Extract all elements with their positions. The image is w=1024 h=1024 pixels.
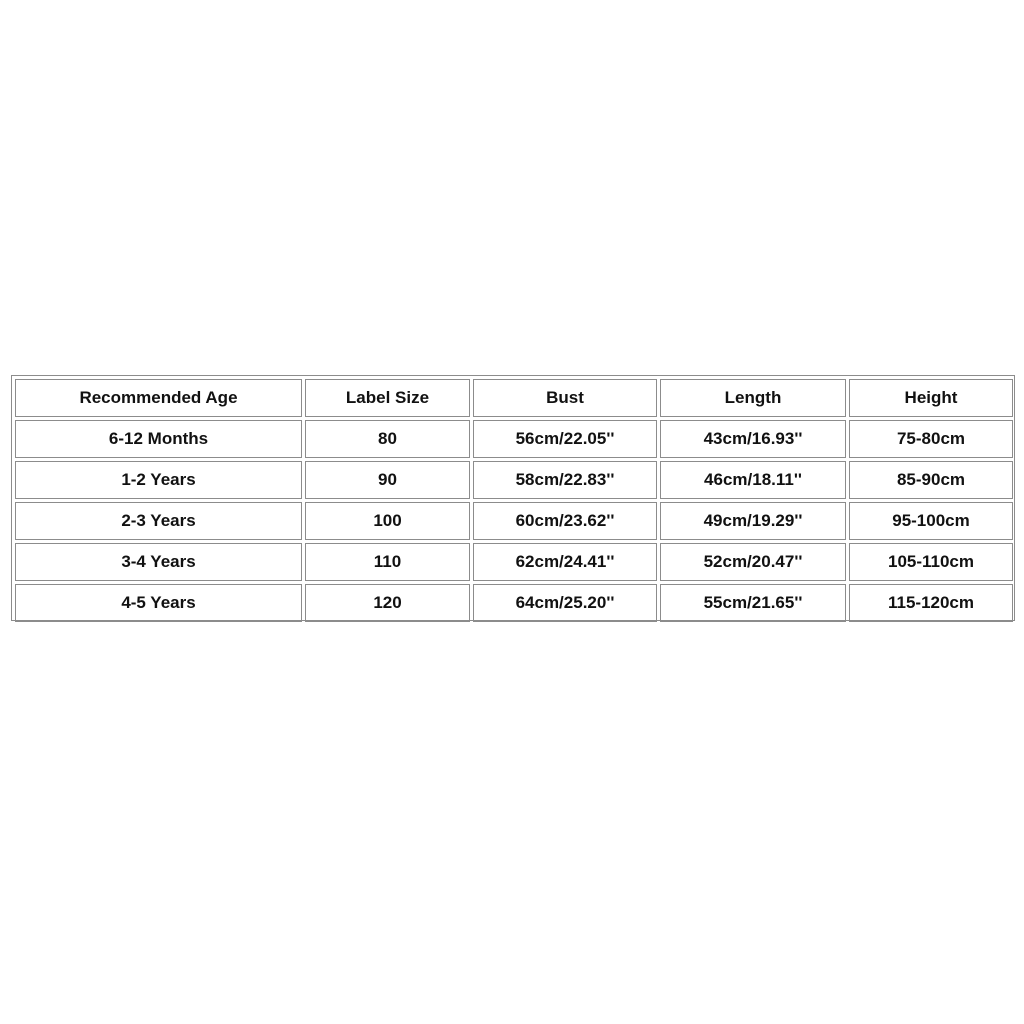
cell-height: 115-120cm — [849, 584, 1013, 622]
header-recommended-age: Recommended Age — [15, 379, 302, 417]
cell-bust: 62cm/24.41'' — [473, 543, 657, 581]
cell-age: 6-12 Months — [15, 420, 302, 458]
size-chart-container — [11, 375, 1015, 621]
table-row — [15, 420, 1013, 458]
cell-length: 46cm/18.11'' — [660, 461, 846, 499]
cell-label-size: 110 — [305, 543, 470, 581]
header-height: Height — [849, 379, 1013, 417]
size-chart-table — [12, 376, 1016, 625]
cell-length: 43cm/16.93'' — [660, 420, 846, 458]
table-row — [15, 502, 1013, 540]
cell-age: 4-5 Years — [15, 584, 302, 622]
cell-label-size: 90 — [305, 461, 470, 499]
cell-bust: 56cm/22.05'' — [473, 420, 657, 458]
cell-age: 1-2 Years — [15, 461, 302, 499]
table-row — [15, 461, 1013, 499]
cell-label-size: 120 — [305, 584, 470, 622]
table-row — [15, 584, 1013, 622]
header-length: Length — [660, 379, 846, 417]
header-bust: Bust — [473, 379, 657, 417]
cell-label-size: 80 — [305, 420, 470, 458]
cell-length: 49cm/19.29'' — [660, 502, 846, 540]
table-header-row — [15, 379, 1013, 417]
cell-label-size: 100 — [305, 502, 470, 540]
cell-height: 85-90cm — [849, 461, 1013, 499]
cell-bust: 64cm/25.20'' — [473, 584, 657, 622]
cell-age: 2-3 Years — [15, 502, 302, 540]
cell-length: 52cm/20.47'' — [660, 543, 846, 581]
header-label-size: Label Size — [305, 379, 470, 417]
cell-bust: 60cm/23.62'' — [473, 502, 657, 540]
cell-bust: 58cm/22.83'' — [473, 461, 657, 499]
table-row — [15, 543, 1013, 581]
cell-length: 55cm/21.65'' — [660, 584, 846, 622]
cell-age: 3-4 Years — [15, 543, 302, 581]
cell-height: 95-100cm — [849, 502, 1013, 540]
cell-height: 105-110cm — [849, 543, 1013, 581]
cell-height: 75-80cm — [849, 420, 1013, 458]
